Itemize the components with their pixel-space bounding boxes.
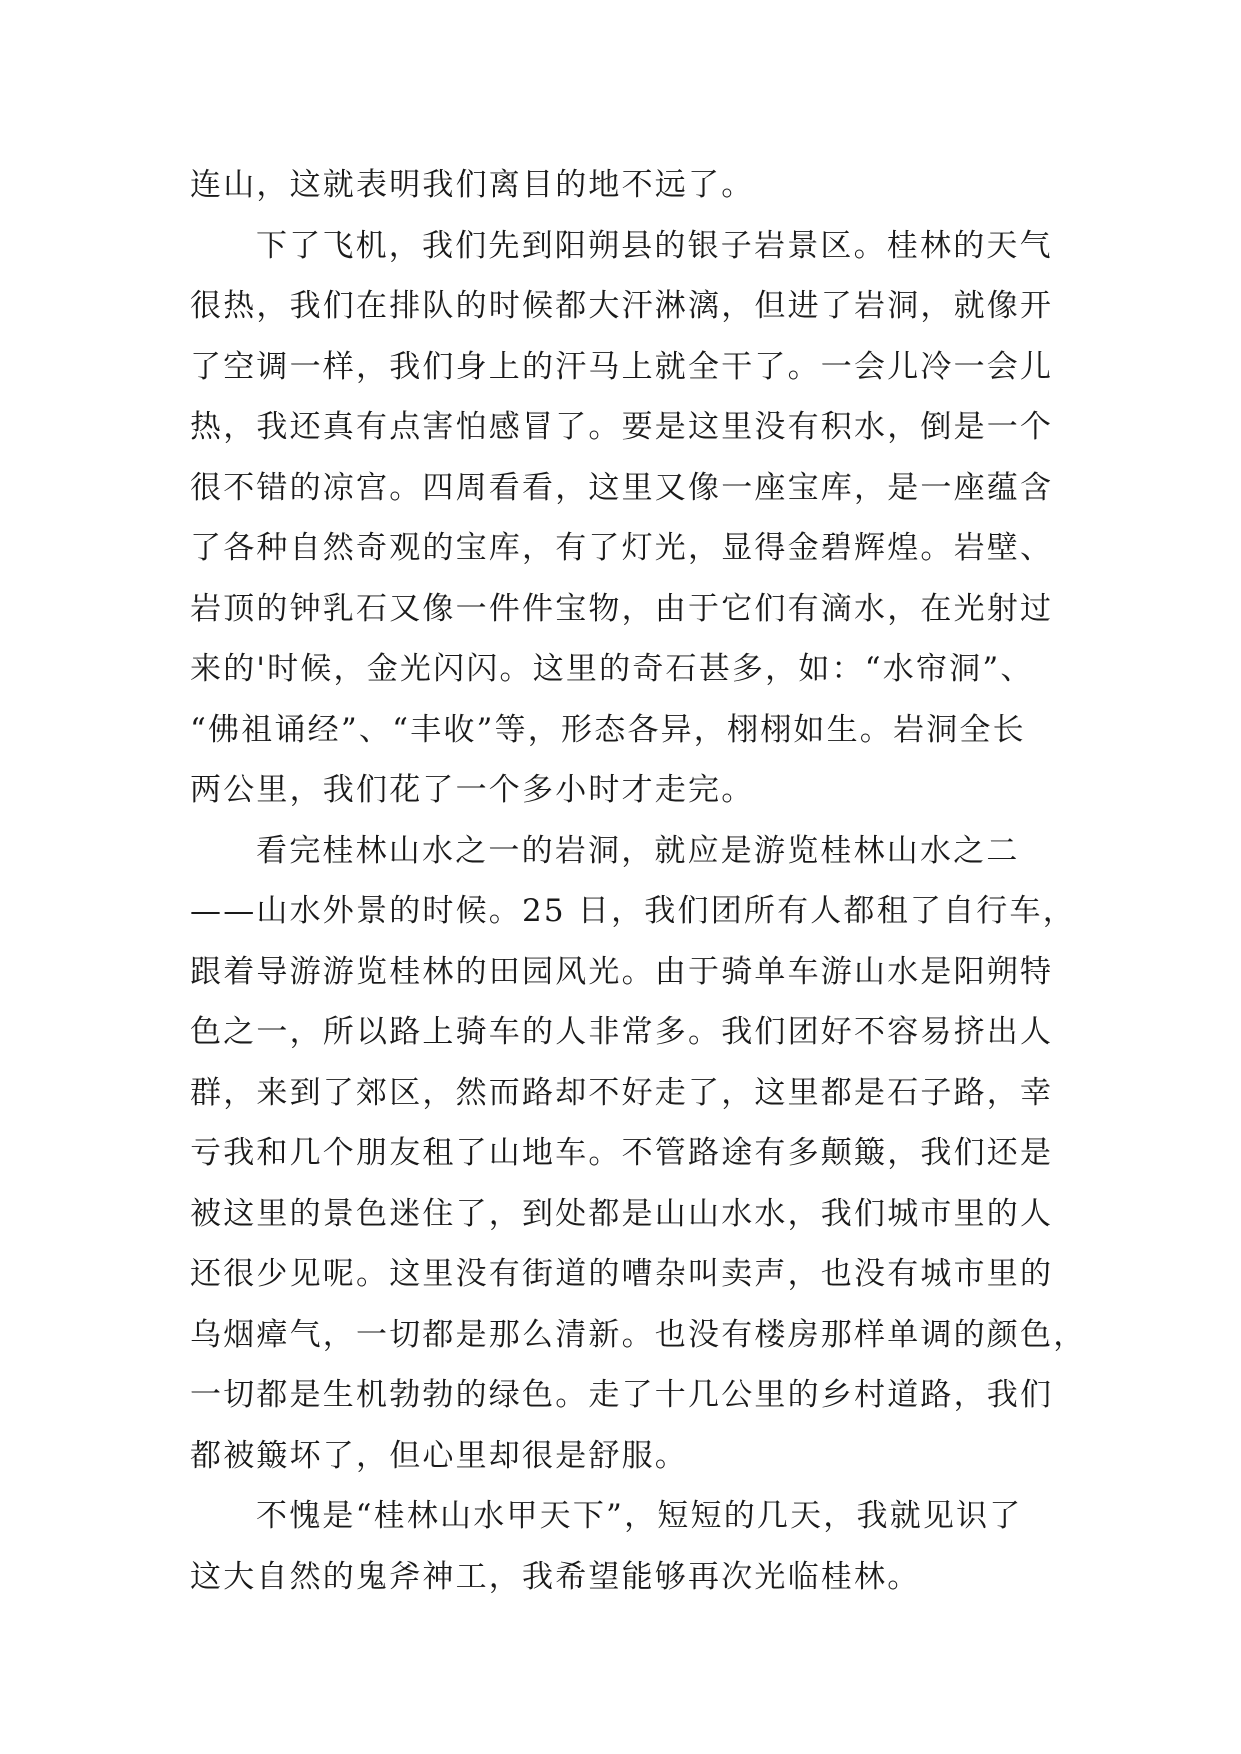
text-line: 亏我和几个朋友租了山地车。不管路途有多颠簸，我们还是	[190, 1135, 1054, 1171]
text-line: 两公里，我们花了一个多小时才走完。	[190, 772, 755, 808]
text-line: 了各种自然奇观的宝库，有了灯光，显得金碧辉煌。岩壁、	[190, 530, 1054, 566]
body-text	[190, 155, 1087, 1607]
text-line: 热，我还真有点害怕感冒了。要是这里没有积水，倒是一个	[190, 409, 1054, 445]
text-line: 色之一，所以路上骑车的人非常多。我们团好不容易挤出人	[190, 1014, 1054, 1050]
text-line: 群，来到了郊区，然而路却不好走了，这里都是石子路，幸	[190, 1074, 1054, 1111]
text-line: 了空调一样，我们身上的汗马上就全干了。一会儿冷一会儿	[190, 348, 1054, 385]
text-line: 很热，我们在排队的时候都大汗淋漓，但进了岩洞，就像开	[190, 288, 1054, 324]
text-line: 很不错的凉宫。四周看看，这里又像一座宝库，是一座蕴含	[190, 469, 1054, 506]
text-line: 乌烟瘴气，一切都是那么清新。也没有楼房那样单调的颜色，	[190, 1316, 1087, 1353]
text-line: 还很少见呢。这里没有街道的嘈杂叫卖声，也没有城市里的	[190, 1256, 1054, 1292]
text-line: “佛祖诵经”、“丰收”等，形态各异，栩栩如生。岩洞全长	[190, 711, 1026, 748]
text-line: 不愧是“桂林山水甲天下”，短短的几天，我就见识了	[256, 1498, 1023, 1534]
text-line: 来的'时候，金光闪闪。这里的奇石甚多，如：“水帘洞”、	[190, 651, 1034, 687]
text-line: 连山，这就表明我们离目的地不远了。	[190, 167, 755, 203]
text-line: 跟着导游游览桂林的田园风光。由于骑单车游山水是阳朔特	[190, 953, 1054, 990]
text-line: 岩顶的钟乳石又像一件件宝物，由于它们有滴水，在光射过	[190, 590, 1054, 627]
text-line: ——山水外景的时候。25 日，我们团所有人都租了自行车，	[190, 893, 1076, 929]
text-line: 被这里的景色迷住了，到处都是山山水水，我们城市里的人	[190, 1195, 1054, 1232]
text-line: 下了飞机，我们先到阳朔县的银子岩景区。桂林的天气	[256, 227, 1053, 264]
text-line: 都被簸坏了，但心里却很是舒服。	[190, 1437, 688, 1474]
text-line: 这大自然的鬼斧神工，我希望能够再次光临桂林。	[190, 1558, 921, 1595]
text-line: 看完桂林山水之一的岩洞，就应是游览桂林山水之二	[256, 832, 1020, 869]
text-line: 一切都是生机勃勃的绿色。走了十几公里的乡村道路，我们	[190, 1377, 1054, 1413]
